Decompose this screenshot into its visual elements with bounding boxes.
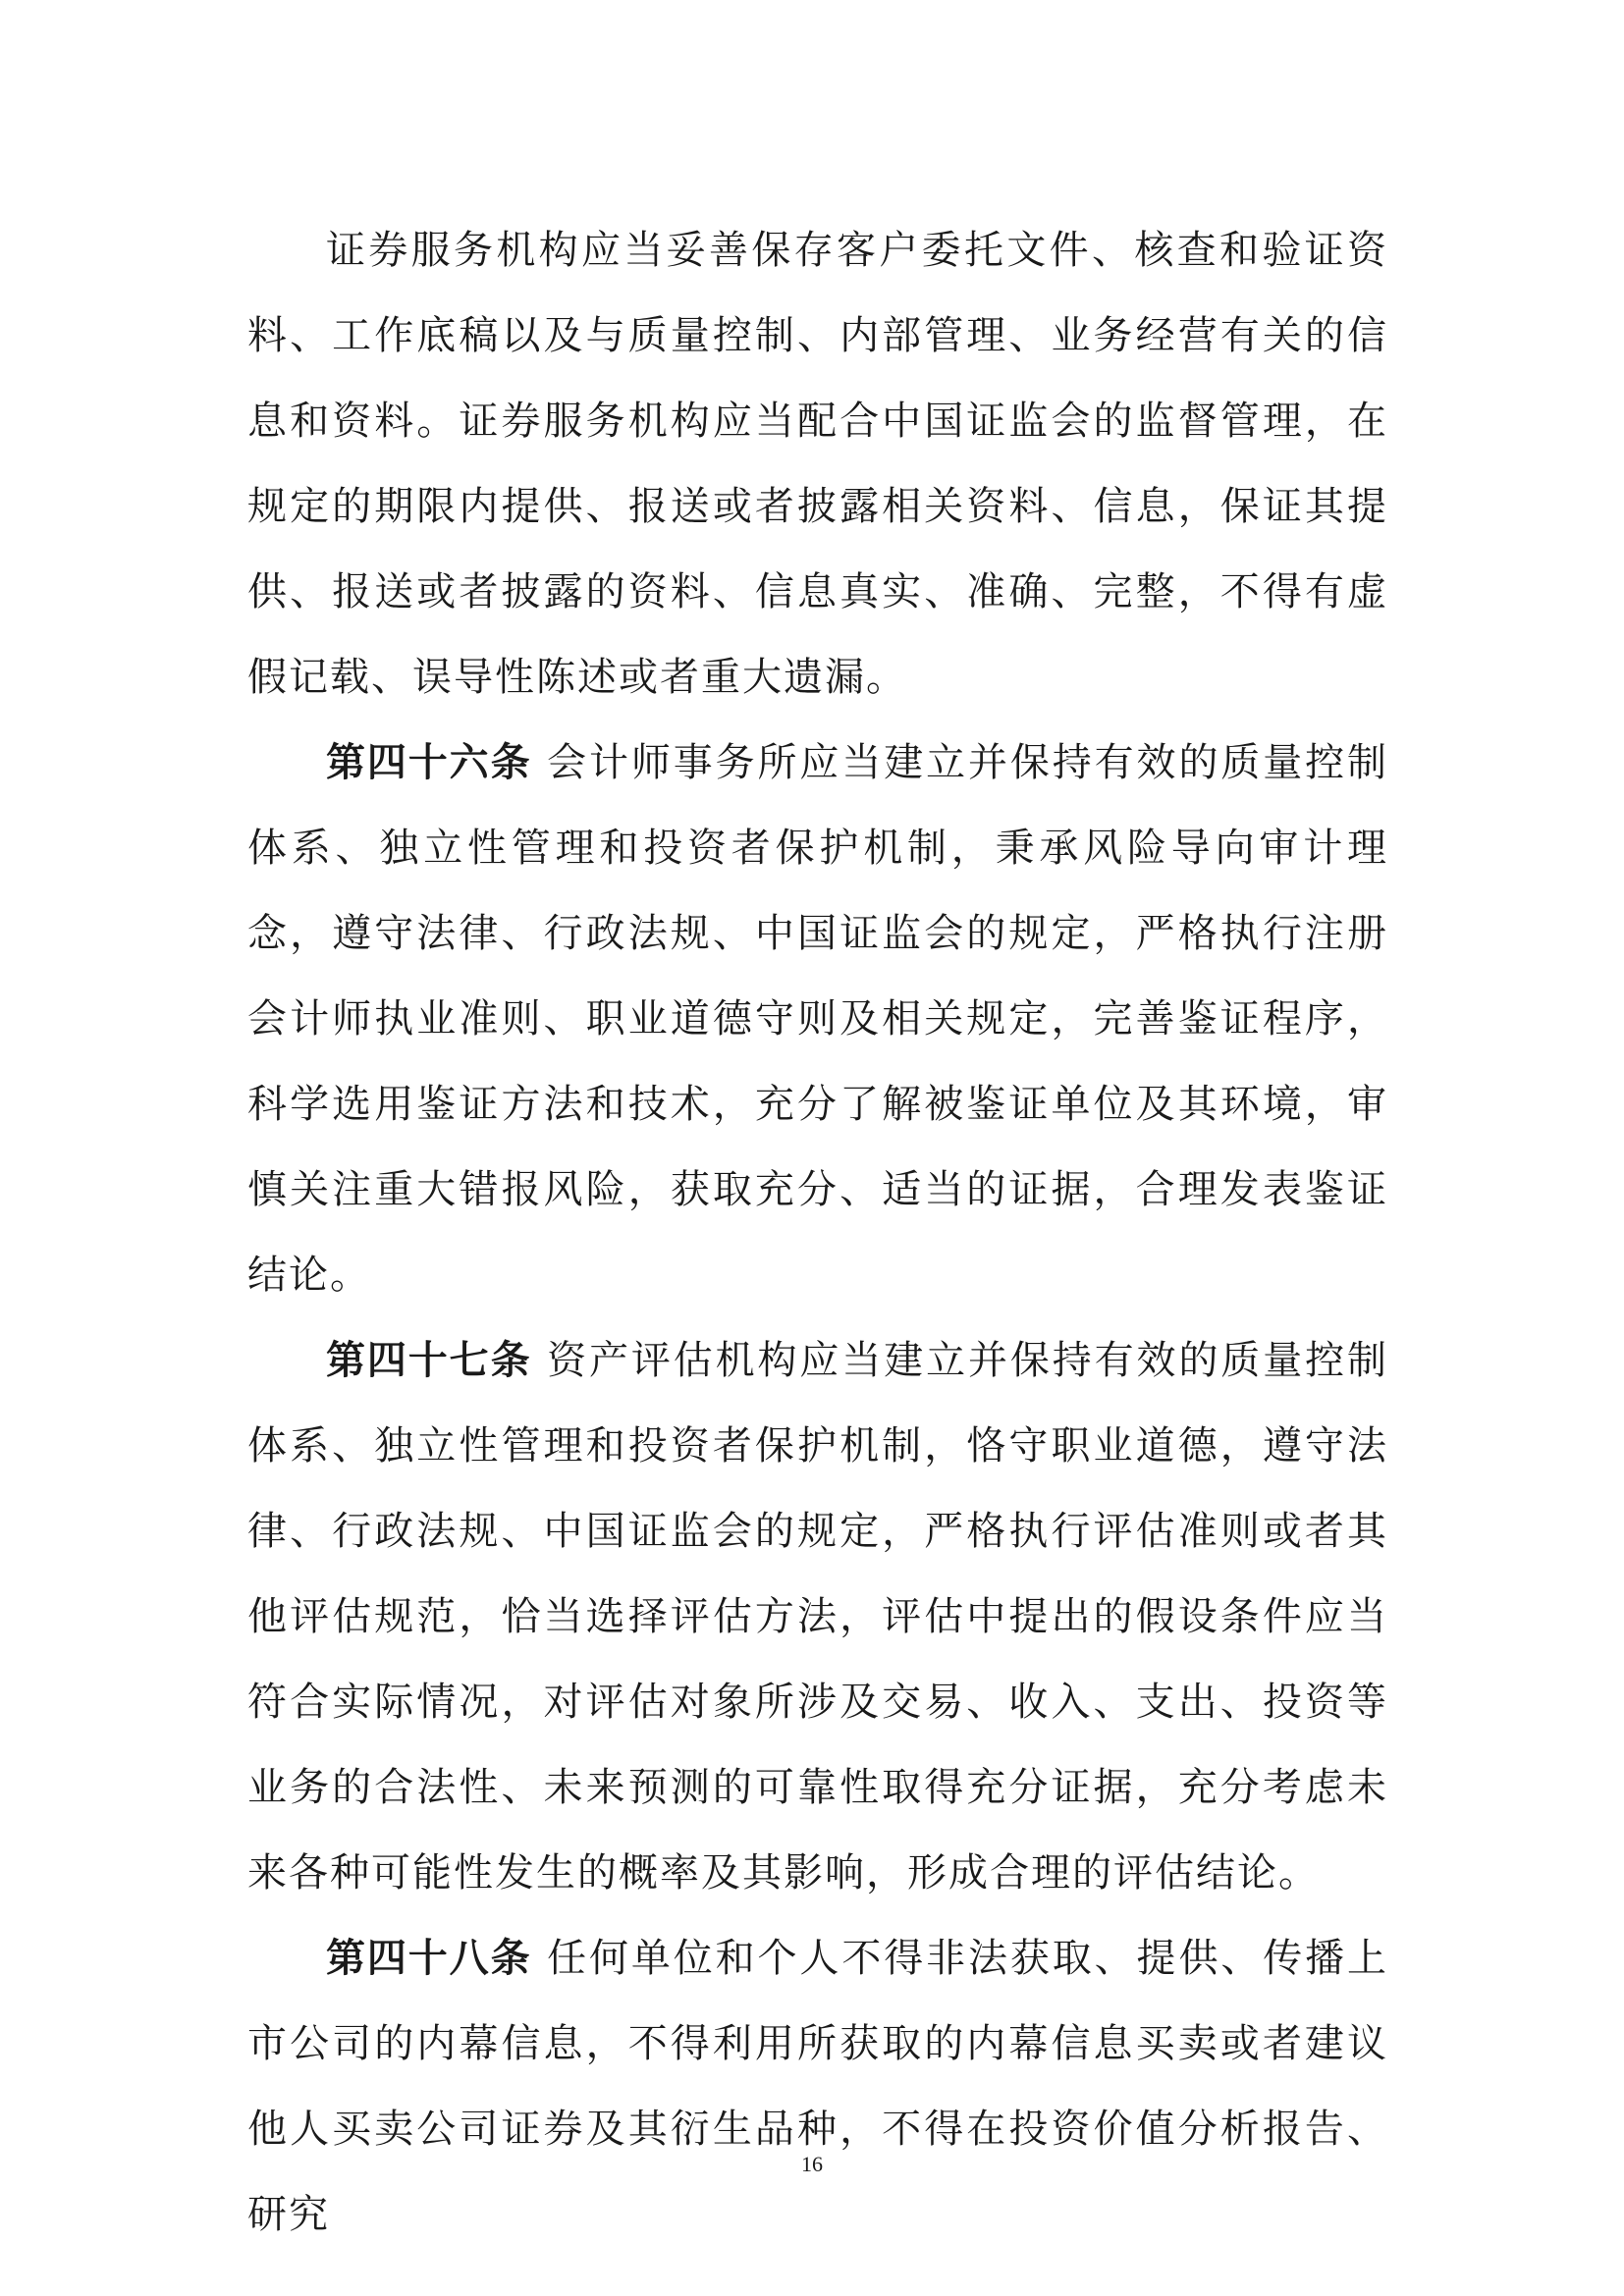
body-text xyxy=(247,208,1388,2258)
article-number: 第四十六条 xyxy=(326,740,532,785)
paragraph-1-text: 证券服务机构应当妥善保存客户委托文件、核查和验证资料、工作底稿以及与质量控制、内部管理、业务经营有关的信息和资料。证券服务机构应当配合中国证监会的监督管理，在规定的期限内提供、报送或者披露相关资料、信息，保证其提供、报送或者披露的资料、信息真实、准确、完整，不得有虚假记载、误导性陈述或者重大遗漏。 xyxy=(247,228,1388,700)
paragraph-1 xyxy=(247,208,1388,721)
paragraph-article-46 xyxy=(247,721,1388,1318)
article-text: 会计师事务所应当建立并保持有效的质量控制体系、独立性管理和投资者保护机制，秉承风险导向审计理念，遵守法律、行政法规、中国证监会的规定，严格执行注册会计师执业准则、职业道德守则及相关规定，完善鉴证程序，科学选用鉴证方法和技术，充分了解被鉴证单位及其环境，审慎关注重大错报风险，获取充分、适当的证据，合理发表鉴证结论。 xyxy=(247,740,1389,1298)
page-number: 16 xyxy=(801,2152,823,2176)
article-text: 资产评估机构应当建立并保持有效的质量控制体系、独立性管理和投资者保护机制，恪守职业道德，遵守法律、行政法规、中国证监会的规定，严格执行评估准则或者其他评估规范，恰当选择评估方法，评估中提出的假设条件应当符合实际情况，对评估对象所涉及交易、收入、支出、投资等业务的合法性、未来预测的可靠性取得充分证据，充分考虑未来各种可能性发生的概率及其影响，形成合理的评估结论。 xyxy=(247,1338,1389,1896)
article-number: 第四十七条 xyxy=(326,1338,532,1383)
article-text: 任何单位和个人不得非法获取、提供、传播上市公司的内幕信息，不得利用所获取的内幕信息买卖或者建议他人买卖公司证券及其衍生品种，不得在投资价值分析报告、研究 xyxy=(247,1936,1389,2237)
paragraph-article-48 xyxy=(247,1916,1388,2258)
article-number: 第四十八条 xyxy=(326,1936,532,1981)
paragraph-article-47 xyxy=(247,1318,1388,1916)
